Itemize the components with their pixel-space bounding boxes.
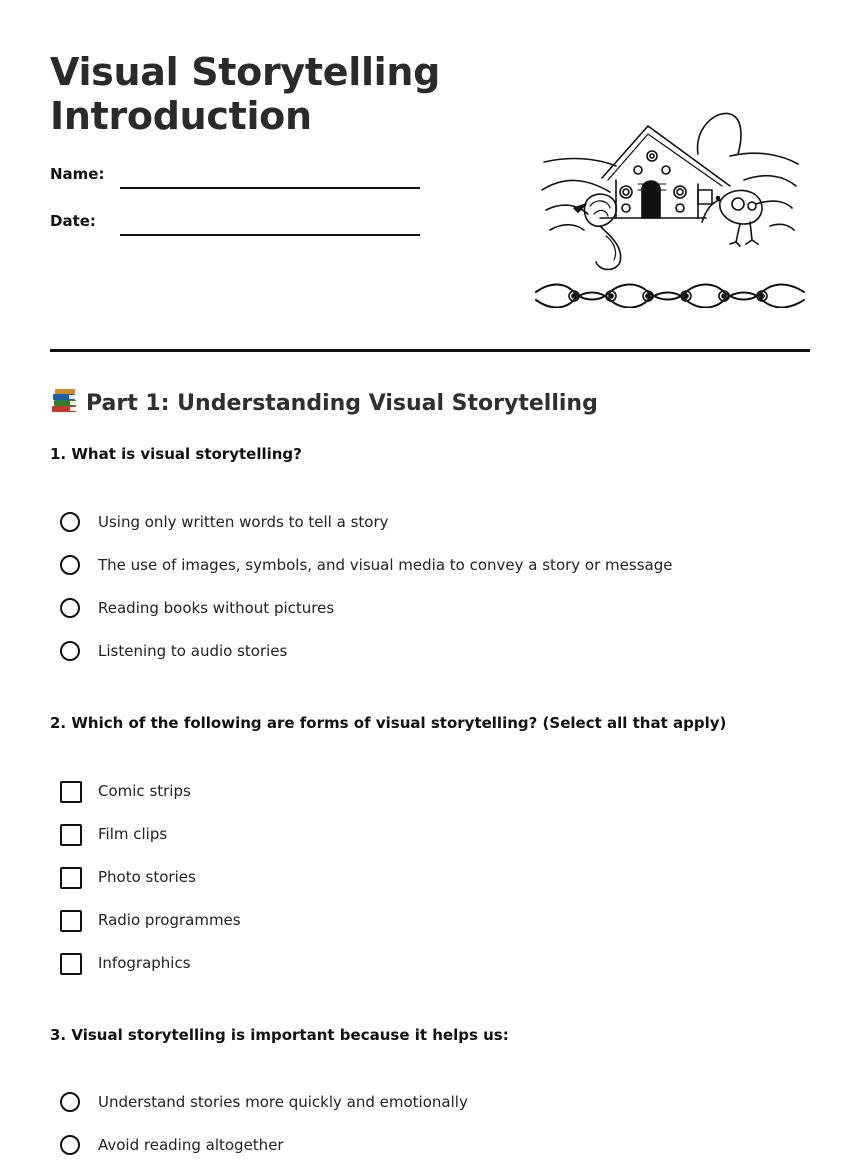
option-label: Reading books without pictures [98,599,335,617]
question-2: 2. Which of the following are forms of visual storytelling? (Select all that apply) [50,714,727,732]
q1-option[interactable] [60,640,800,666]
section-divider [50,349,810,352]
q2-option[interactable] [60,780,800,806]
option-label: Photo stories [98,868,196,886]
option-label: The use of images, symbols, and visual media to convey a story or message [98,556,673,574]
page-title: Visual Storytelling Introduction [50,50,441,138]
q2-option[interactable] [60,866,800,892]
checkbox[interactable] [60,781,82,803]
wharenui-kiwi-illustration [530,106,810,308]
option-label: Radio programmes [98,911,241,929]
option-label: Comic strips [98,782,191,800]
option-label: Understand stories more quickly and emotionally [98,1093,468,1111]
q1-option[interactable] [60,597,800,623]
checkbox[interactable] [60,867,82,889]
checkbox[interactable] [60,824,82,846]
books-icon [50,388,78,414]
radio-button[interactable] [60,1135,80,1155]
radio-button[interactable] [60,598,80,618]
date-field[interactable] [120,234,420,236]
checkbox[interactable] [60,910,82,932]
date-label: Date: [50,212,96,230]
part1-title: Part 1: Understanding Visual Storytelling [86,391,598,416]
radio-button[interactable] [60,512,80,532]
q2-option[interactable] [60,823,800,849]
name-field[interactable] [120,187,420,189]
option-label: Avoid reading altogether [98,1136,284,1154]
name-field-row [50,165,430,195]
part1-heading [50,388,598,419]
option-label: Infographics [98,954,191,972]
q2-option[interactable] [60,909,800,935]
option-label: Listening to audio stories [98,642,288,660]
option-label: Using only written words to tell a story [98,513,389,531]
q2-option[interactable] [60,952,800,978]
q3-option[interactable] [60,1091,800,1117]
q1-option[interactable] [60,511,800,537]
q1-option[interactable] [60,554,800,580]
date-field-row [50,212,430,242]
option-label: Film clips [98,825,168,843]
checkbox[interactable] [60,953,82,975]
question-1: 1. What is visual storytelling? [50,445,302,463]
radio-button[interactable] [60,555,80,575]
question-3: 3. Visual storytelling is important because it helps us: [50,1026,509,1044]
radio-button[interactable] [60,641,80,661]
name-label: Name: [50,165,105,183]
q3-option[interactable] [60,1134,800,1160]
radio-button[interactable] [60,1092,80,1112]
